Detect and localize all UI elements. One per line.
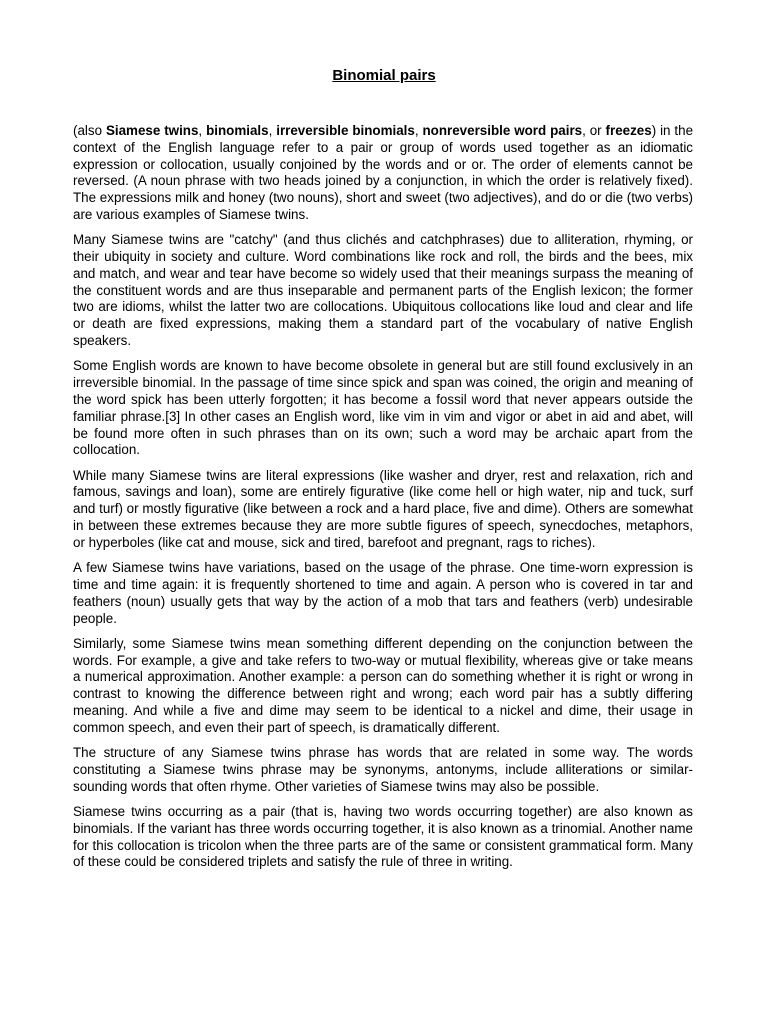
intro-text-5: , or	[582, 123, 606, 138]
term-siamese-twins: Siamese twins	[105, 123, 199, 138]
paragraph-3: Some English words are known to have become obsolete in general but are still found exclusively in an irreversible binomial. In the passage of time since spick and span was coined, the origin and meaning of the word spick has been utterly forgotten; it has become a fossil word that never appears outside the familiar phrase.[3] In other cases an English word, like vim in vim and vigor or abet in aid and abet, will be found more often in such phrases than on its own; such a word may be archaic apart from the collocation.	[73, 358, 693, 458]
intro-text-4: ,	[414, 123, 423, 138]
term-nonreversible-word-pairs: nonreversible word pairs	[422, 123, 583, 138]
term-freezes: freezes	[605, 123, 652, 138]
document-body	[73, 123, 693, 880]
paragraph-7: The structure of any Siamese twins phrase has words that are related in some way. The words constituting a Siamese twins phrase may be synonyms, antonyms, include alliterations or similar-sounding words that often rhyme. Other varieties of Siamese twins may also be possible.	[73, 745, 693, 794]
paragraph-4: While many Siamese twins are literal expressions (like washer and dryer, rest and relaxation, rich and famous, savings and loan), some are entirely figurative (like come hell or high water, nip and tuck, surf and turf) or mostly figurative (like between a rock and a hard place, five and dime). Others are somewhat in between these extremes because they are more subtle figures of speech, synecdoches, metaphors, or hyperboles (like cat and mouse, sick and tired, barefoot and pregnant, rags to riches).	[73, 467, 693, 550]
document-title: Binomial pairs	[332, 67, 436, 84]
paragraph-2: Many Siamese twins are "catchy" (and thus clichés and catchphrases) due to alliteration, rhyming, or their ubiquity in society and culture. Word combinations like rock and roll, the birds and the bees, mix and match, and wear and tear have become so widely used that their meanings surpass the meaning of the constituent words and are thus inseparable and permanent parts of the English lexicon; the former two are idioms, whilst the latter two are collocations. Ubiquitous collocations like loud and clear and life or death are fixed expressions, making them a standard part of the vocabulary of native English speakers.	[73, 232, 693, 349]
paragraph-6: Similarly, some Siamese twins mean something different depending on the conjunction between the words. For example, a give and take refers to two-way or mutual flexibility, whereas give or take means a numerical approximation. Another example: a person can do something whether it is right or wrong in contrast to knowing the difference between right and wrong; each word pair has a subtly differing meaning. And while a five and dime may seem to be identical to a nickel and dime, their usage in common speech, and even their part of speech, is dramatically different.	[73, 635, 693, 735]
term-binomials: binomials	[206, 123, 269, 138]
intro-text-1: (also	[73, 123, 106, 138]
paragraph-intro	[73, 123, 693, 224]
intro-text-6: ) in the context of the English language refer to a pair or group of words used together as an idiomatic expression or collocation, usually conjoined by the words and or or. The order of elements cannot be reversed. (A noun phrase with two heads joined by a conjunction, in which the order is relatively fixed). The expressions milk and honey (two nouns), short and sweet (two adjectives), and do or die (two verbs) are various examples of Siamese twins.	[73, 123, 694, 222]
paragraph-8: Siamese twins occurring as a pair (that is, having two words occurring together) are also known as binomials. If the variant has three words occurring together, it is also known as a trinomial. Another name for this collocation is tricolon when the three parts are of the same or consistent grammatical form. Many of these could be considered triplets and satisfy the rule of three in writing.	[73, 803, 694, 870]
intro-text-3: ,	[268, 123, 277, 138]
intro-text-2: ,	[198, 123, 207, 138]
paragraph-5: A few Siamese twins have variations, based on the usage of the phrase. One time-worn expression is time and time again: it is frequently shortened to time and again. A person who is covered in tar and feathers (noun) usually gets that way by the action of a mob that tars and feathers (verb) undesirable people.	[73, 560, 693, 626]
term-irreversible-binomials: irreversible binomials	[276, 123, 415, 138]
